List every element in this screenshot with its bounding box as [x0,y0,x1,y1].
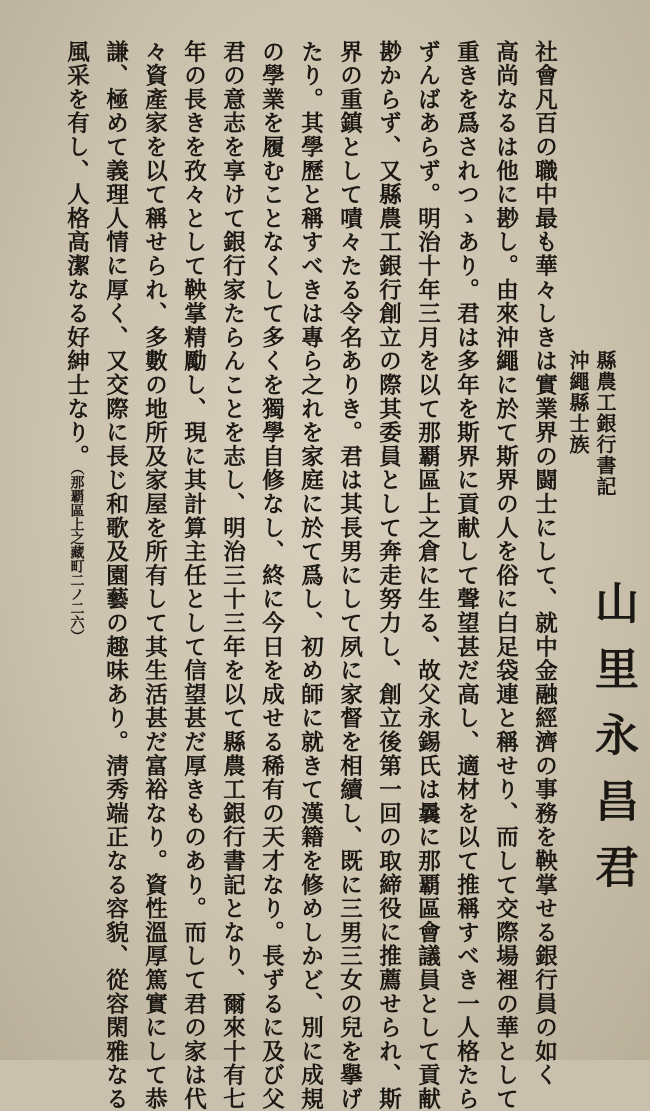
text-column-6: 界の重鎮として嘖々たる令名ありき。君は其長男にして夙に家督を相續し、既に三男三女の兒を擧げ [336,40,363,1111]
text-column-11: 々資產家を以て稱せられ、多數の地所及家屋を所有して其生活甚だ富裕なり。資性溫厚篤實にして恭 [141,40,168,1111]
text-column-8: の學業を履むことなくして多くを獨學自修なし、終に今日を成せる稀有の天才なり。長ずるに及び父 [258,40,285,1111]
text-column-13 [65,40,88,643]
text-column-5: 尠からず、又縣農工銀行創立の際其委員として奔走努力し、創立後第一回の取締役に推薦せられ、斯 [375,40,402,1111]
text-column-9: 君の意志を享けて銀行家たらんことを志し、明治三十三年を以て縣農工銀行書記となり、爾來十有七 [219,40,246,1111]
text-column-3: 重きを爲されつゝあり。君は多年を斯界に貢献して聲望甚だ高し、適材を以て推稱すべき一人格たら [453,40,480,1111]
text-column-12: 謙、極めて義理人情に厚く、又交際に長じ和歌及園藝の趣味あり。淸秀端正なる容貌、從容閑雅なる [102,40,129,1111]
text-column-7: たり。其學歷と稱すべきは專ら之れを家庭に於て爲し、初め師に就きて漢籍を修めしかど、別に成規 [297,40,324,1111]
occupation-label: 縣農工銀行書記 [593,350,617,497]
address-note: （那覇區上之藏町二ノ二六） [68,468,85,644]
origin-label: 沖繩縣士族 [566,350,590,455]
text-column-1: 社會凡百の職中最も華々しきは實業界の闘士にして、就中金融經濟の事務を鞅掌せる銀行員の如く [531,40,558,1088]
page-title: 山里永昌君 [587,580,638,910]
text-column-13-body: 風采を有し、人格高潔なる好紳士なり。 [63,40,90,469]
text-column-4: ずんばあらず。明治十年三月を以て那覇區上之倉に生る、故父永錫氏は曩に那覇區會議員として貢献 [414,40,441,1111]
text-column-10: 年の長きを孜々として鞅掌精勵し、現に其計算主任として信望甚だ厚きものあり。而して君の家は代 [180,40,207,1111]
text-column-2: 高尚なるは他に尠し。由來沖繩に於て斯界の人を俗に白足袋連と稱せり、而して交際場裡の華として [492,40,519,1111]
